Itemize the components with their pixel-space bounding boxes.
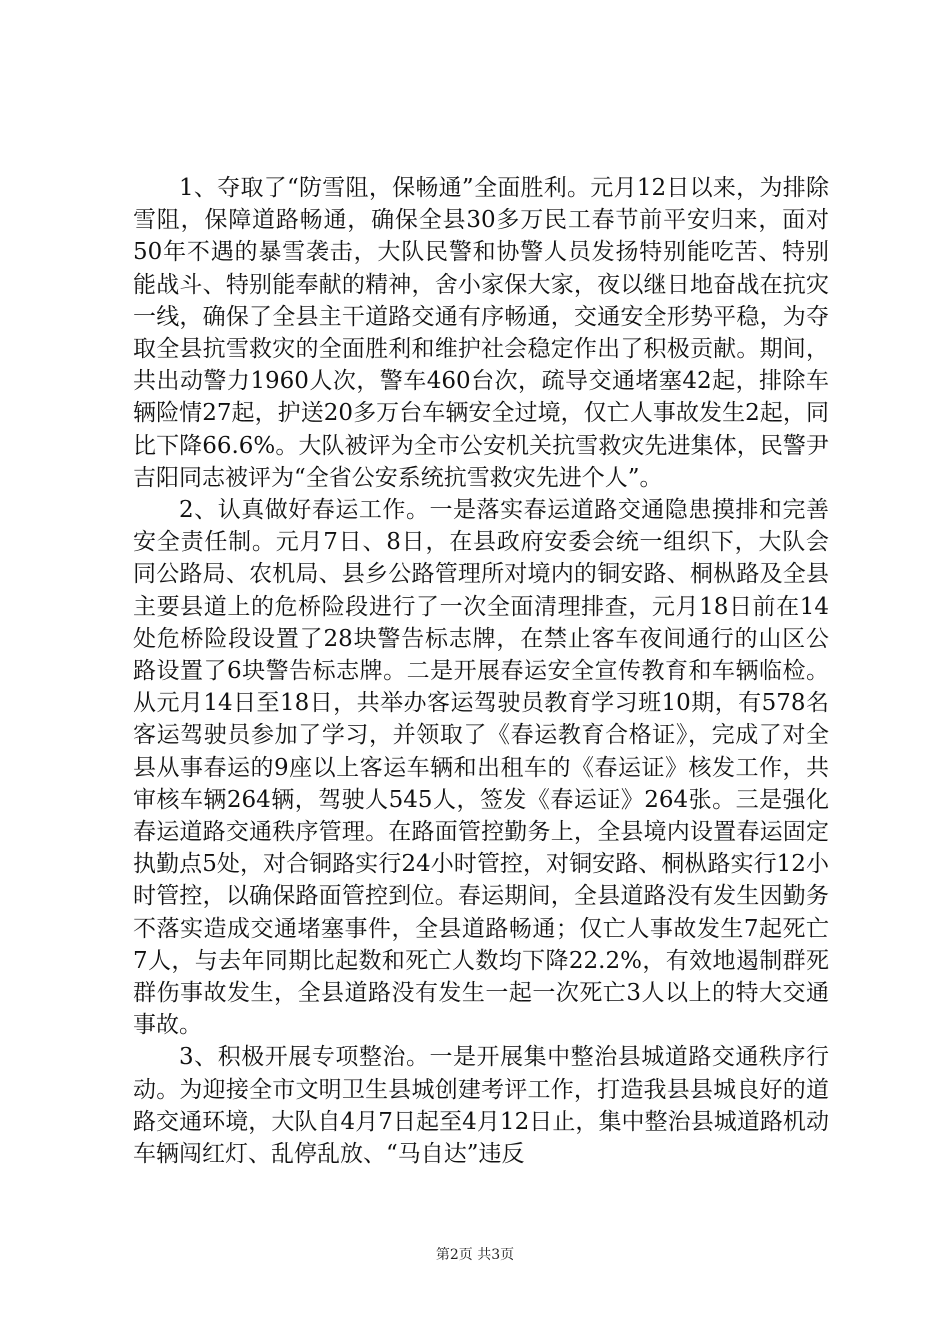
paragraph-2: 2、认真做好春运工作。一是落实春运道路交通隐患摸排和完善安全责任制。元月7日、8日，在县政府安委会统一组织下，大队会同公路局、农机局、县乡公路管理所对境内的铜安路、桐枞路及全县主要县道上的危桥险段进行了一次全面清理排查，元月18日前在14处危桥险段设置了28块警告标志牌，在禁止客车夜间通行的山区公路设置了6块警告标志牌。二是开展春运安全宣传教育和车辆临检。从元月14日至18日，共举办客运驾驶员教育学习班10期，有578名客运驾驶员参加了学习，并领取了《春运教育合格证》，完成了对全县从事春运的9座以上客运车辆和出租车的《春运证》核发工作，共审核车辆264辆，驾驶人545人，签发《春运证》264张。三是强化春运道路交通秩序管理。在路面管控勤务上，全县境内设置春运固定执勤点5处，对合铜路实行24小时管控，对铜安路、桐枞路实行12小时管控，以确保路面管控到位。春运期间，全县道路没有发生因勤务不落实造成交通堵塞事件，全县道路畅通；仅亡人事故发生7起死亡7人，与去年同期比起数和死亡人数均下降22.2%，有效地遏制群死群伤事故发生，全县道路没有发生一起一次死亡3人以上的特大交通事故。 bbox=[133, 497, 829, 1039]
document-body bbox=[133, 172, 829, 1170]
page-number-footer: 第2页 共3页 bbox=[435, 1247, 515, 1263]
paragraph-1: 1、夺取了“防雪阻，保畅通”全面胜利。元月12日以来，为排除雪阻，保障道路畅通，确保全县30多万民工春节前平安归来，面对50年不遇的暴雪袭击，大队民警和协警人员发扬特别能吃苦、特别能战斗、特别能奉献的精神，舍小家保大家，夜以继日地奋战在抗灾一线，确保了全县主干道路交通有序畅通，交通安全形势平稳，为夺取全县抗雪救灾的全面胜利和维护社会稳定作出了积极贡献。期间，共出动警力1960人次，警车460台次，疏导交通堵塞42起，排除车辆险情27起，护送20多万台车辆安全过境，仅亡人事故发生2起，同比下降66.6%。大队被评为全市公安机关抗雪救灾先进集体，民警尹吉阳同志被评为“全省公安系统抗雪救灾先进个人”。 bbox=[133, 175, 829, 491]
paragraph-3: 3、积极开展专项整治。一是开展集中整治县城道路交通秩序行动。为迎接全市文明卫生县城创建考评工作，打造我县县城良好的道路交通环境，大队自4月7日起至4月12日止，集中整治县城道路机动车辆闯红灯、乱停乱放、“马自达”违反 bbox=[133, 1044, 829, 1168]
